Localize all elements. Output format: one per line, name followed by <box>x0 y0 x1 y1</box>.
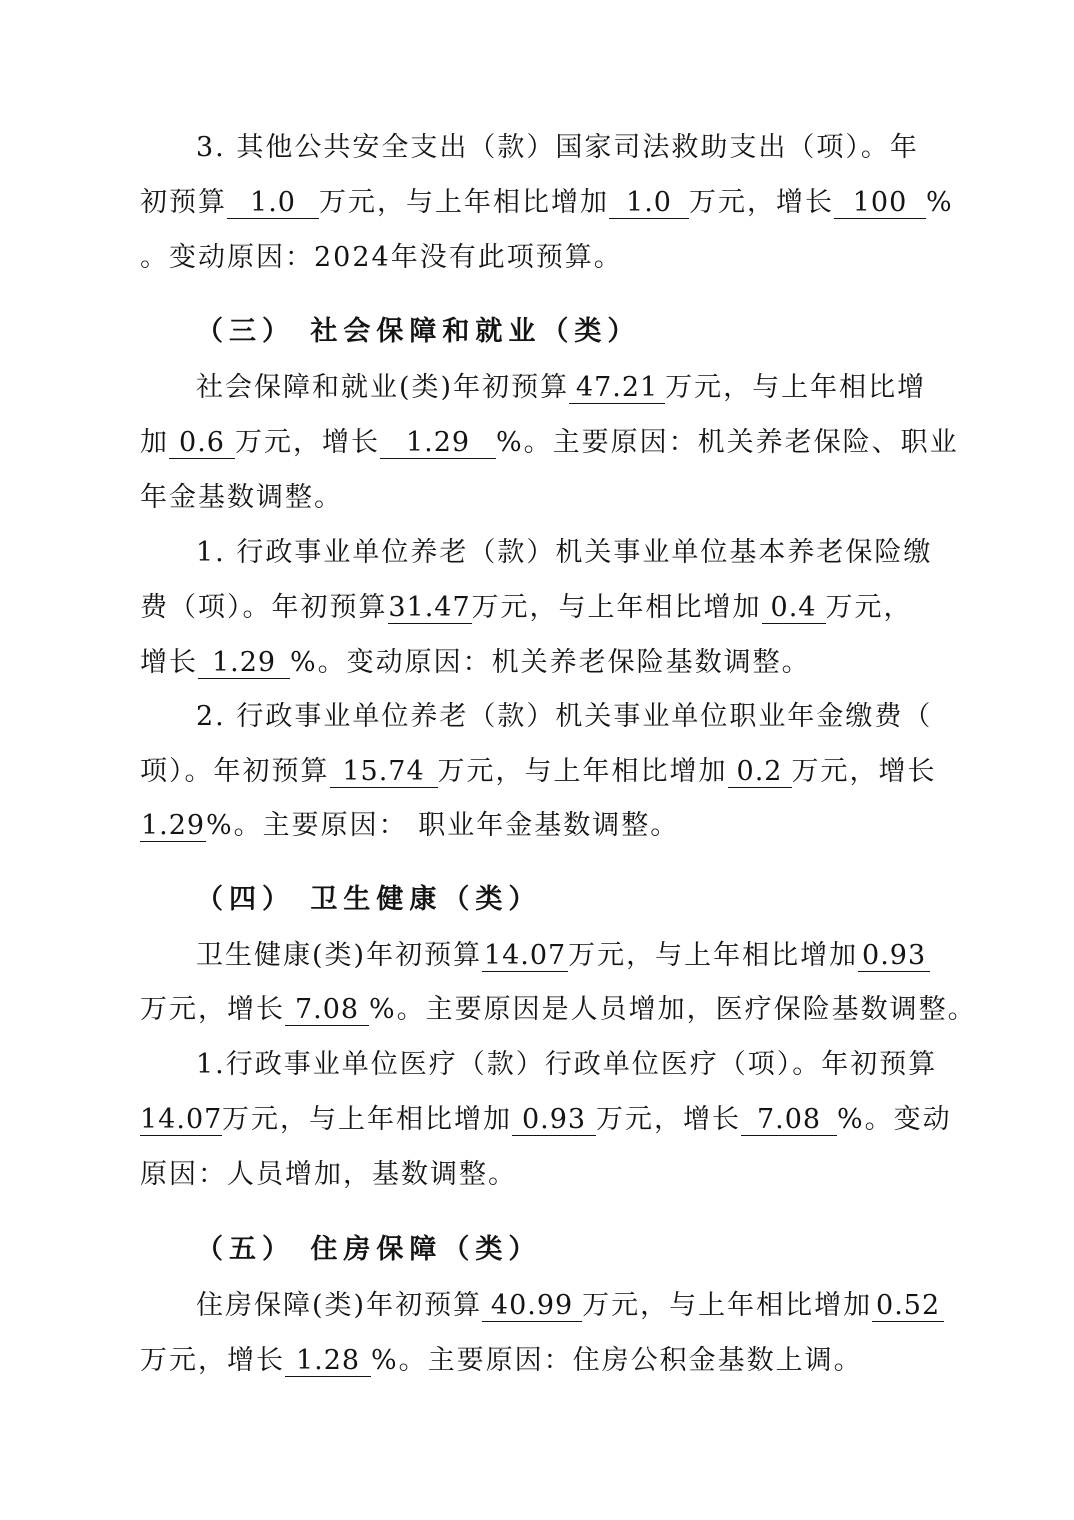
item3-text: 万元，增长 <box>689 187 834 218</box>
item3-text: 初预算 <box>140 187 227 218</box>
social-item2-text: 万元，增长 <box>791 756 937 787</box>
social-item1-text: %。变动原因：机关养老保险基数调整。 <box>290 647 811 678</box>
social-item1-text: 1. 行政事业单位养老（款）机关事业单位基本养老保险缴 <box>196 537 933 568</box>
social-text: 年金基数调整。 <box>140 482 343 513</box>
health-growth-value: 7.08 <box>285 995 369 1026</box>
social-item2-line3 <box>140 806 679 846</box>
section-heading-social-security: （三） 社会保障和就业（类） <box>196 316 641 347</box>
housing-line1 <box>196 1286 944 1326</box>
item3-increase-value: 1.0 <box>609 188 689 219</box>
social-growth-value: 1.29 <box>380 428 496 459</box>
housing-text: 万元，增长 <box>140 1345 285 1376</box>
health-item1-text: 万元，增长 <box>596 1104 741 1135</box>
health-item1-budget-value: 14.07 <box>140 1104 223 1135</box>
item3-text: 万元，与上年相比增加 <box>319 187 609 218</box>
health-item1-line3 <box>140 1155 517 1195</box>
health-text: 万元，增长 <box>140 994 285 1025</box>
social-item1-line1 <box>196 533 932 573</box>
item3-growth-value: 100 <box>834 188 926 219</box>
housing-growth-value: 1.28 <box>285 1346 371 1377</box>
social-item2-increase-value: 0.2 <box>728 757 792 788</box>
housing-budget-value: 40.99 <box>482 1291 582 1322</box>
health-item1-line2 <box>140 1100 952 1140</box>
social-item2-line1 <box>196 697 932 737</box>
health-line1 <box>196 936 930 976</box>
social-text: %。主要原因：机关养老保险、职业 <box>496 427 959 458</box>
social-item1-growth-value: 1.29 <box>198 648 290 679</box>
social-item2-line2 <box>140 752 937 792</box>
health-text: 卫生健康(类)年初预算 <box>196 940 483 971</box>
health-increase-value: 0.93 <box>858 941 930 972</box>
housing-text: %。主要原因：住房公积金基数上调。 <box>371 1345 863 1376</box>
health-line2 <box>140 990 977 1030</box>
health-text: %。主要原因是人员增加，医疗保险基数调整。 <box>369 994 977 1025</box>
housing-increase-value: 0.52 <box>872 1291 944 1322</box>
social-text: 万元，与上年相比增 <box>665 372 927 403</box>
social-increase-value: 0.6 <box>169 428 235 459</box>
health-item1-line1 <box>196 1045 937 1085</box>
social-text: 加 <box>140 427 169 458</box>
social-budget-value: 47.21 <box>569 373 665 404</box>
social-line2 <box>140 423 959 463</box>
health-item1-text: 原因：人员增加，基数调整。 <box>140 1159 517 1190</box>
social-item1-line3 <box>140 643 811 683</box>
social-item1-text: 万元，与上年相比增加 <box>471 592 762 623</box>
social-item2-text: 2. 行政事业单位养老（款）机关事业单位职业年金缴费（ <box>196 701 933 732</box>
health-item1-text: 万元，与上年相比增加 <box>222 1104 512 1135</box>
social-item1-line2 <box>140 588 913 628</box>
item3-line3 <box>140 238 623 278</box>
section-heading-housing: （五） 住房保障（类） <box>196 1234 542 1265</box>
social-item2-text: 项）。年初预算 <box>140 756 330 787</box>
section-heading-health: （四） 卫生健康（类） <box>196 884 542 915</box>
social-item2-budget-value: 15.74 <box>330 757 438 788</box>
item3-line2 <box>140 183 954 223</box>
item3-text: 3. 其他公共安全支出（款）国家司法救助支出（项）。年 <box>196 132 919 163</box>
social-item2-text: 万元，与上年相比增加 <box>437 756 728 787</box>
social-text: 社会保障和就业(类)年初预算 <box>196 372 570 403</box>
housing-text: 万元，与上年相比增加 <box>582 1290 873 1321</box>
health-item1-text: 1.行政事业单位医疗（款）行政单位医疗（项）。年初预算 <box>196 1049 938 1080</box>
social-item1-text: 费（项）。年初预算 <box>140 592 388 623</box>
social-text: 万元，增长 <box>235 427 380 458</box>
health-budget-value: 14.07 <box>483 940 567 971</box>
health-item1-increase-value: 0.93 <box>512 1105 596 1136</box>
social-item2-growth-value: 1.29 <box>140 810 206 841</box>
item3-line1 <box>196 128 919 168</box>
item3-reason: 。变动原因：2024年没有此项预算。 <box>140 242 623 273</box>
housing-line2 <box>140 1341 863 1381</box>
social-line1 <box>196 368 926 408</box>
health-text: 万元，与上年相比增加 <box>568 940 859 971</box>
social-item1-text: 增长 <box>140 647 198 678</box>
social-item2-text: %。主要原因： 职业年金基数调整。 <box>206 810 680 841</box>
social-item1-increase-value: 0.4 <box>762 593 826 624</box>
health-item1-growth-value: 7.08 <box>741 1105 837 1136</box>
housing-text: 住房保障(类)年初预算 <box>196 1290 483 1321</box>
social-line3 <box>140 478 343 518</box>
health-item1-text: %。变动 <box>837 1104 952 1135</box>
social-item1-text: 万元， <box>825 592 913 623</box>
item3-text: % <box>926 187 954 218</box>
social-item1-budget-value: 31.47 <box>388 592 471 623</box>
item3-budget-value: 1.0 <box>227 188 319 219</box>
